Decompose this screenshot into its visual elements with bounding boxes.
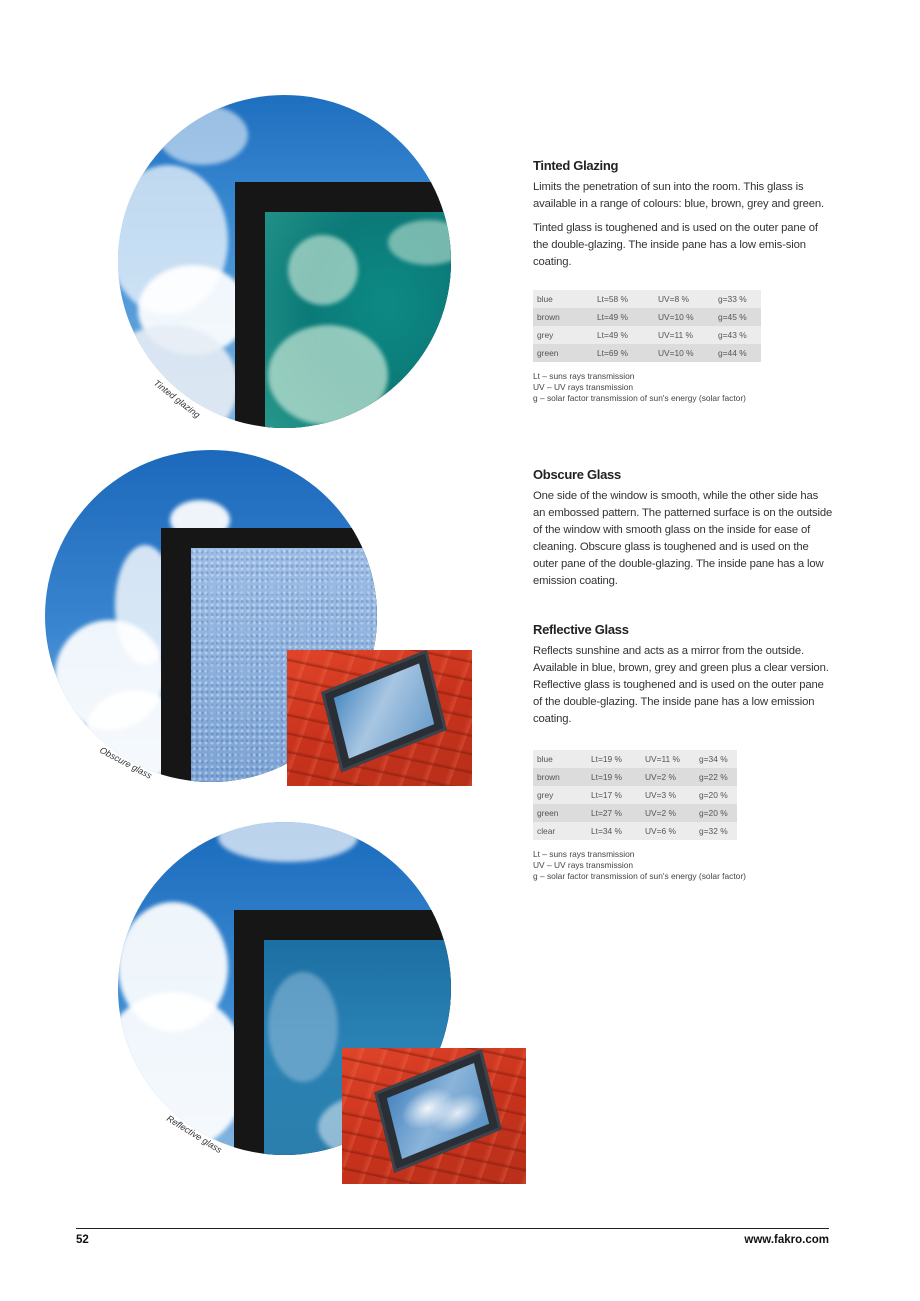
- table-cell: g=32 %: [695, 822, 737, 840]
- legend-line: Lt – suns rays transmission: [533, 371, 635, 381]
- table-cell: grey: [533, 786, 587, 804]
- table-cell: blue: [533, 750, 587, 768]
- svg-text:Reflective glass: Reflective glass: [164, 1113, 224, 1156]
- roof-window-photo-obscure: [287, 650, 472, 786]
- table-cell: brown: [533, 308, 593, 326]
- page-number: 52: [76, 1234, 89, 1246]
- reflective-glass-paragraph: Reflects sunshine and acts as a mirror from the outside. Available in blue, brown, grey and green plus a clear version. Reflective glass is toughened and is used on the outer pane of the double-glazing. The inside pane has a low emission coating.: [533, 645, 829, 725]
- table-row: [533, 344, 761, 362]
- table-cell: Lt=19 %: [587, 750, 641, 768]
- tinted-glazing-legend: [533, 371, 833, 404]
- table-row: [533, 290, 761, 308]
- table-cell: green: [533, 804, 587, 822]
- table-row: [533, 308, 761, 326]
- table-cell: Lt=27 %: [587, 804, 641, 822]
- table-cell: clear: [533, 822, 587, 840]
- table-row: [533, 750, 737, 768]
- table-row: [533, 804, 737, 822]
- table-row: [533, 822, 737, 840]
- reflective-glass-section: [533, 622, 833, 882]
- table-cell: g=33 %: [714, 290, 761, 308]
- reflective-glass-legend: [533, 849, 833, 882]
- table-cell: g=20 %: [695, 786, 737, 804]
- tinted-glazing-title: Tinted Glazing: [533, 158, 619, 173]
- table-cell: g=22 %: [695, 768, 737, 786]
- obscure-glass-title: Obscure Glass: [533, 467, 621, 482]
- reflective-glass-table: [533, 750, 737, 840]
- obscure-glass-caption: [95, 740, 175, 790]
- svg-text:Obscure glass: Obscure glass: [98, 744, 154, 781]
- table-cell: g=43 %: [714, 326, 761, 344]
- table-cell: blue: [533, 290, 593, 308]
- table-row: [533, 786, 737, 804]
- table-cell: UV=2 %: [641, 768, 695, 786]
- tinted-glazing-paragraph: Tinted glass is toughened and is used on the outer pane of the double-glazing. The inside pane has a low emis-sion coating.: [533, 222, 818, 268]
- legend-line: Lt – suns rays transmission: [533, 849, 635, 859]
- obscure-glass-section: [533, 467, 833, 597]
- table-cell: UV=11 %: [641, 750, 695, 768]
- table-cell: UV=2 %: [641, 804, 695, 822]
- table-cell: brown: [533, 768, 587, 786]
- table-cell: UV=10 %: [654, 308, 714, 326]
- legend-line: g – solar factor transmission of sun's energy (solar factor): [533, 871, 746, 881]
- table-row: [533, 768, 737, 786]
- tinted-glazing-paragraph: Limits the penetration of sun into the room. This glass is available in a range of colours: blue, brown, grey and green.: [533, 181, 825, 210]
- footer-divider: [76, 1228, 829, 1229]
- table-cell: Lt=49 %: [593, 308, 654, 326]
- tinted-glazing-table: [533, 290, 761, 362]
- table-cell: g=20 %: [695, 804, 737, 822]
- table-cell: Lt=49 %: [593, 326, 654, 344]
- table-cell: green: [533, 344, 593, 362]
- obscure-glass-paragraph: One side of the window is smooth, while the other side has an embossed pattern. The patterned surface is on the outside of the window with smooth glass on the inside for ease of cleaning. Obscure glass is toughened and is used on the outer pane of the double-glazing. The inside pane has a low emission coating.: [533, 490, 833, 587]
- table-cell: Lt=58 %: [593, 290, 654, 308]
- table-cell: Lt=69 %: [593, 344, 654, 362]
- table-cell: g=44 %: [714, 344, 761, 362]
- table-cell: Lt=34 %: [587, 822, 641, 840]
- table-cell: g=45 %: [714, 308, 761, 326]
- table-row: [533, 326, 761, 344]
- tinted-glazing-caption: [145, 372, 215, 427]
- table-cell: Lt=17 %: [587, 786, 641, 804]
- legend-line: g – solar factor transmission of sun's energy (solar factor): [533, 393, 746, 403]
- legend-line: UV – UV rays transmission: [533, 860, 634, 870]
- legend-line: UV – UV rays transmission: [533, 382, 634, 392]
- table-cell: grey: [533, 326, 593, 344]
- roof-window-photo-reflective: [342, 1048, 526, 1184]
- reflective-glass-title: Reflective Glass: [533, 622, 629, 637]
- table-cell: UV=10 %: [654, 344, 714, 362]
- svg-text:Tinted glazing: Tinted glazing: [151, 377, 203, 421]
- table-cell: Lt=19 %: [587, 768, 641, 786]
- tinted-glazing-section: [533, 158, 833, 404]
- table-cell: UV=11 %: [654, 326, 714, 344]
- table-cell: g=34 %: [695, 750, 737, 768]
- table-cell: UV=3 %: [641, 786, 695, 804]
- reflective-glass-caption: [162, 1110, 242, 1160]
- table-cell: UV=6 %: [641, 822, 695, 840]
- table-cell: UV=8 %: [654, 290, 714, 308]
- website-link[interactable]: www.fakro.com: [744, 1234, 829, 1246]
